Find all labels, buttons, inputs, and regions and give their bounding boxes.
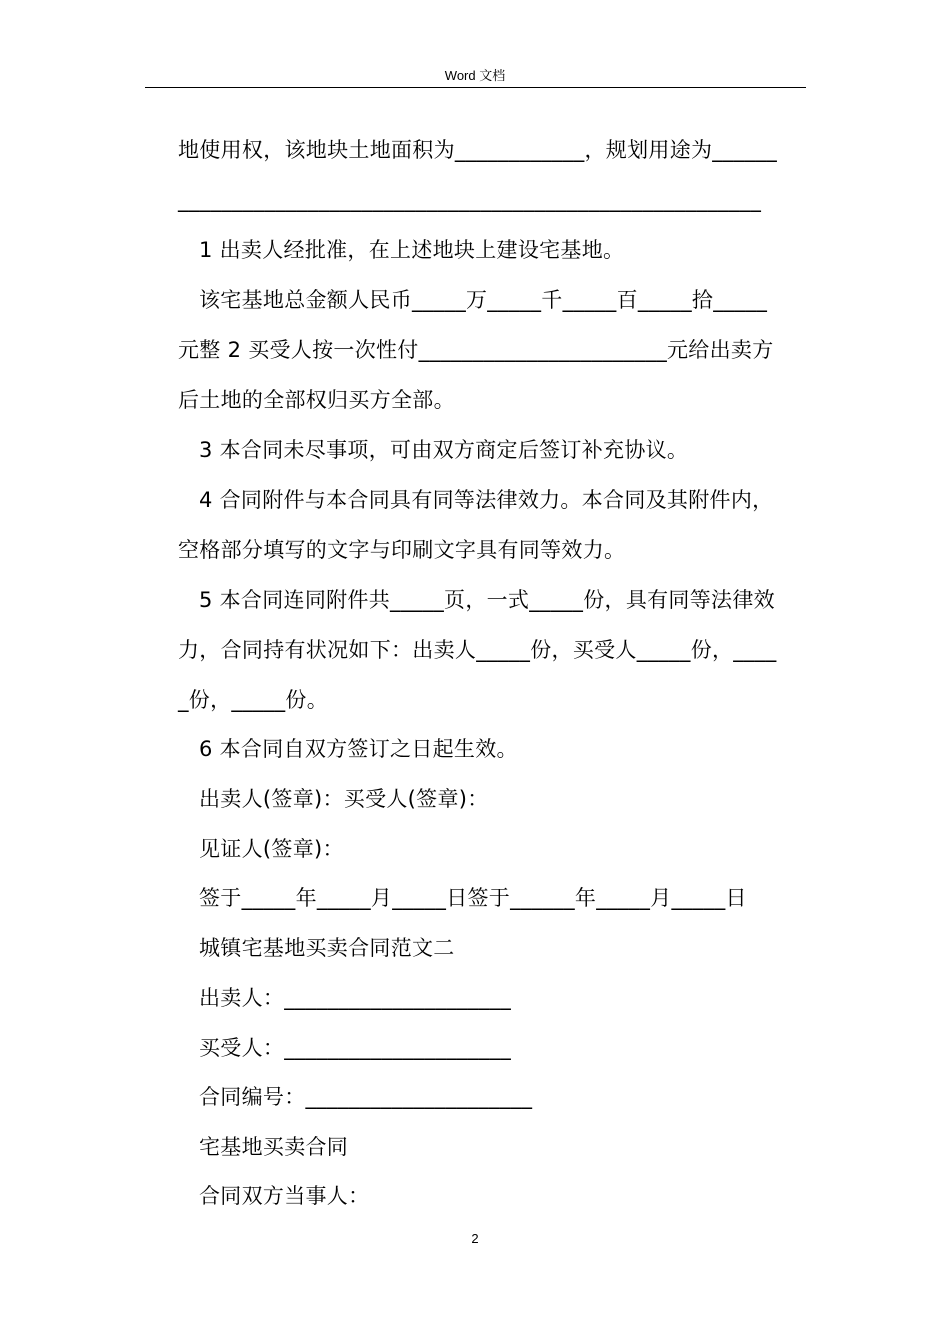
body-line: 元整 2 买受人按一次性付_______________________元给出卖方 — [178, 338, 774, 362]
body-line: 见证人(签章)： — [199, 837, 344, 861]
document-header: Word 文档 — [444, 68, 506, 83]
body-line: 该宅基地总金额人民币_____万_____千_____百_____拾_____ — [199, 288, 768, 312]
body-line: ______________________________________________________ — [178, 188, 762, 212]
body-line: 出卖人(签章)：买受人(签章)： — [199, 787, 489, 811]
section-heading: 城镇宅基地买卖合同范文二 — [199, 936, 455, 960]
contract-title: 宅基地买卖合同 — [199, 1135, 349, 1159]
body-line: 力，合同持有状况如下：出卖人_____份，买受人_____份，____ — [178, 638, 777, 662]
body-line: 5 本合同连同附件共_____页，一式_____份，具有同等法律效 — [199, 588, 775, 612]
body-line: 签于_____年_____月_____日签于______年_____月_____日 — [199, 886, 747, 910]
body-line: 1 出卖人经批准，在上述地块上建设宅基地。 — [199, 238, 625, 262]
body-line: 合同双方当事人： — [199, 1184, 370, 1208]
page-number: 2 — [471, 1231, 479, 1246]
body-line: 空格部分填写的文字与印刷文字具有同等效力。 — [178, 538, 626, 562]
body-line: 地使用权，该地块土地面积为____________，规划用途为______ — [178, 138, 778, 162]
body-line: _份，_____份。 — [178, 688, 328, 712]
body-line: 买受人：_____________________ — [199, 1036, 511, 1060]
body-line: 4 合同附件与本合同具有同等法律效力。本合同及其附件内， — [199, 488, 774, 512]
body-line: 后土地的全部权归买方全部。 — [178, 388, 455, 412]
body-line: 合同编号：_____________________ — [199, 1085, 533, 1109]
header-divider — [145, 87, 806, 88]
body-line: 3 本合同未尽事项，可由双方商定后签订补充协议。 — [199, 438, 689, 462]
body-line: 出卖人：_____________________ — [199, 986, 511, 1010]
body-line: 6 本合同自双方签订之日起生效。 — [199, 737, 518, 761]
